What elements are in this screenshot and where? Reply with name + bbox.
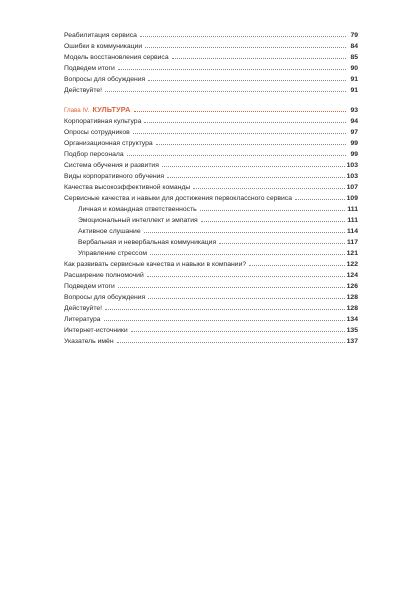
toc-page-number: 126 (346, 283, 358, 290)
leader-dots (118, 286, 345, 288)
toc-entry[interactable] (64, 292, 358, 303)
toc-entry[interactable] (64, 182, 358, 193)
leader-dots (105, 90, 346, 92)
toc-entry-title: Как развивать сервисные качества и навыки в компании? (64, 261, 247, 268)
toc-page-number: 99 (350, 151, 358, 158)
toc-page-number: 137 (346, 338, 358, 345)
toc-entry[interactable] (64, 138, 358, 149)
leader-dots (104, 319, 345, 321)
toc-entry-title: Подведем итоги (64, 283, 115, 290)
toc-entry[interactable] (64, 63, 358, 74)
chapter-number: Глава IV. (64, 107, 90, 114)
toc-page-number: 124 (346, 272, 358, 279)
leader-dots (133, 132, 346, 134)
toc-entry[interactable] (64, 281, 358, 292)
toc-page-number: 84 (350, 43, 358, 50)
leader-dots (150, 253, 345, 255)
toc-entry-title: Модель восстановления сервиса (64, 54, 169, 61)
leader-dots (172, 57, 346, 59)
table-of-contents (64, 30, 358, 347)
toc-page-number: 85 (350, 54, 358, 61)
toc-entry-title: Корпоративная культура (64, 118, 142, 125)
toc-entry[interactable] (64, 127, 358, 138)
toc-page-number: 97 (350, 129, 358, 136)
toc-entry-title: Ошибки в коммуникации (64, 43, 143, 50)
leader-dots (295, 198, 345, 200)
leader-dots (162, 165, 345, 167)
toc-page-number: 103 (346, 162, 358, 169)
toc-page-number: 128 (346, 305, 358, 312)
toc-entry-title: Управление стрессом (78, 250, 148, 257)
leader-dots (144, 231, 345, 233)
toc-entry[interactable] (64, 149, 358, 160)
toc-entry-title: Вопросы для обсуждения (64, 76, 146, 83)
toc-entry-title: Расширение полномочий (64, 272, 144, 279)
toc-entry[interactable] (64, 259, 358, 270)
toc-entry-title: Опросы сотрудников (64, 129, 130, 136)
leader-dots (145, 46, 346, 48)
toc-page-number: 107 (346, 184, 358, 191)
toc-entry-title: Качества высокоэффективной команды (64, 184, 191, 191)
chapter-title: КУЛЬТУРА (92, 105, 131, 114)
toc-page-number: 103 (346, 173, 358, 180)
toc-chapter-heading[interactable] (64, 104, 358, 116)
toc-entry-title: Организационная структура (64, 140, 153, 147)
toc-entry[interactable] (64, 270, 358, 281)
toc-page-number: 128 (346, 294, 358, 301)
toc-page-number: 91 (350, 87, 358, 94)
leader-dots (147, 275, 345, 277)
leader-dots (117, 341, 345, 343)
toc-page-number: 134 (346, 316, 358, 323)
toc-entry[interactable] (64, 336, 358, 347)
toc-page-number: 91 (350, 76, 358, 83)
toc-page-number: 135 (346, 327, 358, 334)
toc-entry-title: Действуйте! (64, 305, 103, 312)
toc-entry[interactable] (64, 52, 358, 63)
leader-dots (134, 110, 347, 112)
leader-dots (167, 176, 345, 178)
toc-subentry[interactable] (64, 204, 358, 215)
toc-page-number: 111 (347, 206, 358, 213)
toc-entry-title: Реабилитация сервиса (64, 32, 137, 39)
toc-entry-title: Литература (64, 316, 101, 323)
leader-dots (118, 68, 346, 70)
leader-dots (144, 121, 346, 123)
toc-entry[interactable] (64, 116, 358, 127)
toc-page-number: 99 (350, 140, 358, 147)
toc-page-number: 111 (347, 217, 358, 224)
toc-entry-title: Подбор персонала (64, 151, 124, 158)
toc-entry[interactable] (64, 85, 358, 96)
toc-page-number: 121 (346, 250, 358, 257)
toc-page-number: 109 (346, 195, 358, 202)
toc-entry-title: Вербальная и невербальная коммуникация (78, 239, 217, 246)
section-gap (64, 96, 358, 104)
toc-entry-title: Действуйте! (64, 87, 103, 94)
toc-entry-title: Указатель имён (64, 338, 114, 345)
toc-entry-title: Вопросы для обсуждения (64, 294, 146, 301)
toc-entry-title: Подведем итоги (64, 65, 115, 72)
toc-entry-title: Эмоциональный интеллект и эмпатия (78, 217, 198, 224)
leader-dots (131, 330, 345, 332)
toc-page-number: 122 (346, 261, 358, 268)
toc-page-number: 114 (347, 228, 358, 235)
toc-entry[interactable] (64, 30, 358, 41)
toc-entry[interactable] (64, 171, 358, 182)
leader-dots (200, 209, 346, 211)
leader-dots (193, 187, 344, 189)
toc-entry[interactable] (64, 193, 358, 204)
leader-dots (201, 220, 346, 222)
leader-dots (140, 35, 346, 37)
leader-dots (127, 154, 346, 156)
toc-subentry[interactable] (64, 237, 358, 248)
leader-dots (249, 264, 345, 266)
toc-entry[interactable] (64, 74, 358, 85)
toc-page-number: 117 (347, 239, 358, 246)
toc-chapter-section (64, 116, 358, 347)
toc-entry[interactable] (64, 41, 358, 52)
toc-entry-title: Система обучения и развития (64, 162, 159, 169)
toc-entry[interactable] (64, 314, 358, 325)
toc-entry[interactable] (64, 303, 358, 314)
toc-subentry[interactable] (64, 215, 358, 226)
leader-dots (156, 143, 346, 145)
toc-entry-title: Личная и командная ответственность (78, 206, 197, 213)
toc-subentry[interactable] (64, 248, 358, 259)
toc-page-number: 79 (350, 32, 358, 39)
toc-entry-title: Активное слушание (78, 228, 141, 235)
toc-subentry[interactable] (64, 226, 358, 237)
chapter-page-number: 93 (350, 107, 358, 114)
toc-page-number: 94 (350, 118, 358, 125)
leader-dots (219, 242, 345, 244)
leader-dots (148, 79, 346, 81)
toc-entry[interactable] (64, 325, 358, 336)
toc-page-number: 90 (350, 65, 358, 72)
leader-dots (148, 297, 344, 299)
leader-dots (105, 308, 345, 310)
toc-entry-title: Интернет-источники (64, 327, 128, 334)
toc-entry-title: Сервисные качества и навыки для достижения первоклассного сервиса (64, 195, 292, 202)
toc-entry[interactable] (64, 160, 358, 171)
toc-top-section (64, 30, 358, 96)
toc-entry-title: Виды корпоративного обучения (64, 173, 165, 180)
